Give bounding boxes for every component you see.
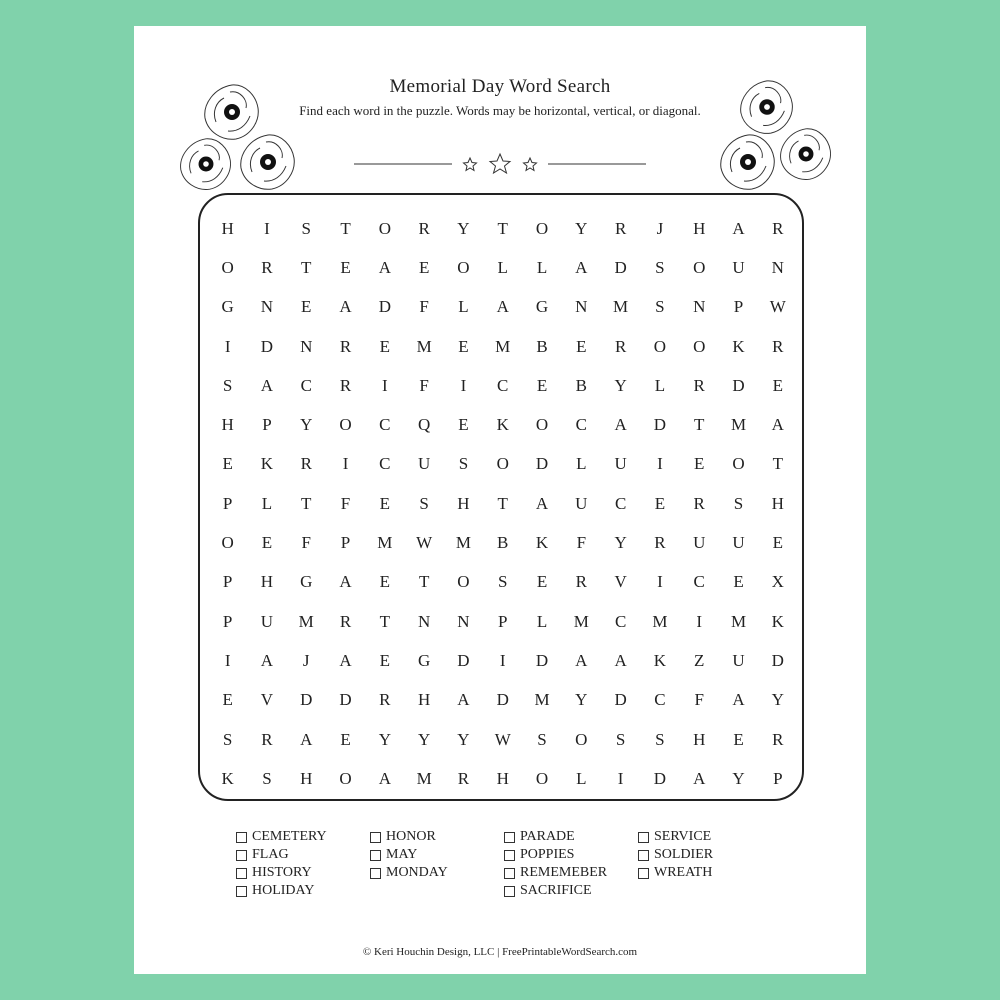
word-list-item[interactable] [638,846,713,864]
grid-letter[interactable]: P [340,533,351,553]
grid-letter[interactable]: S [222,729,233,749]
grid-letter[interactable]: R [654,533,666,553]
grid-letter[interactable]: H [221,218,234,238]
grid-letter[interactable]: K [535,533,549,553]
word-checkbox[interactable] [504,886,515,897]
grid-letter[interactable]: Y [614,533,627,553]
grid-letter[interactable]: Y [457,218,470,238]
grid-letter[interactable]: H [417,690,431,710]
grid-letter[interactable]: B [497,533,509,553]
word-checkbox[interactable] [504,850,515,861]
word-list-item[interactable] [638,828,713,846]
grid-letter[interactable]: U [575,493,588,513]
grid-letter[interactable]: H [693,218,706,238]
grid-letter[interactable]: R [339,611,352,631]
word-label: CEMETERY [252,829,327,844]
grid-letter[interactable]: S [537,729,547,749]
word-column [504,828,607,900]
grid-letter[interactable]: H [457,493,470,513]
grid-letter[interactable]: U [614,454,627,474]
grid-letter[interactable]: R [261,729,273,749]
word-label: HOLIDAY [252,883,315,898]
grid-letter[interactable]: D [732,375,745,395]
grid-letter[interactable]: D [496,690,509,710]
grid-letter[interactable]: G [535,297,549,317]
grid-letter[interactable]: A [732,218,745,238]
grid-letter[interactable]: T [497,493,508,513]
grid-letter[interactable]: R [457,768,470,788]
grid-letter[interactable]: A [457,690,470,710]
grid-letter[interactable]: M [455,533,471,553]
grid-letter[interactable]: E [458,415,469,435]
grid-letter[interactable]: U [693,533,706,553]
poppy-flower-icon [178,136,234,192]
grid-letter[interactable]: A [575,650,588,670]
grid-letter[interactable]: E [418,257,430,277]
grid-letter[interactable]: P [222,572,233,592]
word-column [638,828,713,882]
grid-letter[interactable]: D [614,257,627,277]
grid-letter[interactable]: L [497,257,508,277]
grid-letter[interactable]: T [340,218,351,238]
grid-letter[interactable]: P [262,415,272,435]
grid-letter[interactable]: Y [614,375,627,395]
grid-letter[interactable]: S [262,768,272,788]
puzzle-grid-frame [198,193,804,801]
grid-letter[interactable]: S [301,218,311,238]
grid-letter[interactable]: P [222,493,233,513]
footer-credit: © Keri Houchin Design, LLC | FreePrintableWordSearch.com [362,946,638,958]
letter-grid [208,209,797,798]
grid-letter[interactable]: C [614,611,627,631]
grid-letter[interactable]: Y [575,690,588,710]
grid-letter[interactable]: A [339,572,352,592]
grid-letter[interactable]: H [300,768,313,788]
grid-letter[interactable]: N [575,297,588,317]
word-label: MONDAY [386,865,448,880]
grid-letter[interactable]: E [536,572,548,592]
grid-letter[interactable]: Y [575,218,588,238]
word-checkbox[interactable] [370,832,381,843]
grid-letter[interactable]: D [653,415,667,435]
grid-letter[interactable]: E [379,650,391,670]
grid-letter[interactable]: M [416,768,432,788]
grid-letter[interactable]: C [654,690,666,710]
grid-letter[interactable]: T [772,454,783,474]
grid-letter[interactable]: P [733,297,744,317]
grid-letter[interactable]: I [617,768,624,788]
grid-letter[interactable]: D [300,690,313,710]
grid-letter[interactable]: R [339,336,352,356]
word-checkbox[interactable] [236,886,247,897]
grid-letter[interactable]: Q [417,415,431,435]
poppy-flower-icon [718,132,778,192]
grid-letter[interactable]: F [419,297,429,317]
grid-letter[interactable]: T [301,257,312,277]
grid-letter[interactable]: R [614,336,627,356]
grid-letter[interactable]: I [224,336,231,356]
word-list-item[interactable] [504,864,607,882]
grid-letter[interactable]: Y [771,690,784,710]
grid-letter[interactable]: A [339,650,352,670]
word-checkbox[interactable] [236,850,247,861]
poppy-flower-icon [238,132,298,192]
grid-letter[interactable]: H [260,572,274,592]
grid-letter[interactable]: A [378,257,391,277]
grid-letter[interactable]: A [535,493,549,513]
word-list-item[interactable] [504,828,607,846]
grid-letter[interactable]: D [339,690,352,710]
page-title: Memorial Day Word Search [389,76,611,97]
grid-letter[interactable]: Y [417,729,431,749]
grid-letter[interactable]: O [457,572,470,592]
word-list-item[interactable] [236,882,327,900]
grid-letter[interactable]: M [377,533,393,553]
grid-letter[interactable]: O [221,533,234,553]
grid-letter[interactable]: M [652,611,668,631]
word-checkbox[interactable] [370,850,381,861]
grid-letter[interactable]: R [379,690,391,710]
grid-letter[interactable]: C [379,454,391,474]
grid-letter[interactable]: Y [300,415,313,435]
grid-letter[interactable]: R [614,218,627,238]
grid-letter[interactable]: A [260,375,274,395]
grid-letter[interactable]: P [773,768,783,788]
grid-letter[interactable]: K [260,454,274,474]
grid-letter[interactable]: S [733,493,744,513]
word-label: WREATH [654,865,713,880]
grid-letter[interactable]: R [300,454,312,474]
word-checkbox[interactable] [236,832,247,843]
grid-letter[interactable]: P [497,611,508,631]
grid-letter[interactable]: U [417,454,431,474]
grid-letter[interactable]: D [260,336,274,356]
word-list-item[interactable] [236,828,327,846]
grid-letter[interactable]: S [497,572,508,592]
word-list-item[interactable] [236,846,327,864]
grid-letter[interactable]: S [222,375,233,395]
grid-letter[interactable]: T [418,572,430,592]
instructions-text: Find each word in the puzzle. Words may be horizontal, vertical, or diagonal. [299,103,701,118]
grid-letter[interactable]: M [534,690,550,710]
grid-letter[interactable]: F [576,533,587,553]
grid-letter[interactable]: E [301,297,312,317]
word-list-item[interactable] [370,846,448,864]
grid-letter[interactable]: W [494,729,511,749]
grid-letter[interactable]: D [535,650,549,670]
grid-letter[interactable]: L [458,297,469,317]
word-list [236,828,796,908]
grid-letter[interactable]: M [416,336,432,356]
grid-letter[interactable]: O [378,218,391,238]
grid-letter[interactable]: E [772,533,783,553]
grid-letter[interactable]: V [614,572,627,592]
grid-letter[interactable]: K [221,768,234,788]
grid-letter[interactable]: S [458,454,469,474]
star-divider [354,152,646,176]
grid-letter[interactable]: I [657,454,663,474]
grid-letter[interactable]: A [339,297,352,317]
word-label: MAY [386,847,418,862]
grid-letter[interactable]: H [496,768,509,788]
grid-letter[interactable]: X [771,572,784,592]
grid-letter[interactable]: L [576,454,587,474]
grid-letter[interactable]: A [732,690,745,710]
grid-letter[interactable]: B [536,336,548,356]
grid-letter[interactable]: E [654,493,666,513]
grid-letter[interactable]: N [260,297,274,317]
star-icon [490,154,510,173]
word-label: SOLDIER [654,847,714,862]
grid-letter[interactable]: I [224,650,231,670]
grid-letter[interactable]: N [417,611,431,631]
grid-letter[interactable]: I [342,454,349,474]
grid-letter[interactable]: O [339,415,352,435]
grid-letter[interactable]: V [260,690,274,710]
grid-letter[interactable]: E [733,572,744,592]
grid-letter[interactable]: G [221,297,234,317]
grid-letter[interactable]: Y [732,768,745,788]
grid-letter[interactable]: N [300,336,313,356]
grid-letter[interactable]: S [615,729,626,749]
grid-letter[interactable]: O [535,218,549,238]
grid-letter[interactable]: O [535,415,549,435]
grid-letter[interactable]: R [575,572,587,592]
grid-letter[interactable]: M [613,297,629,317]
grid-letter[interactable]: F [301,533,311,553]
grid-letter[interactable]: C [379,415,391,435]
grid-letter[interactable]: R [772,729,784,749]
grid-letter[interactable]: Z [694,650,705,670]
grid-letter[interactable]: A [575,257,588,277]
grid-letter[interactable]: S [419,493,429,513]
word-column [236,828,327,900]
grid-letter[interactable]: T [694,415,705,435]
word-checkbox[interactable] [370,868,381,879]
grid-letter[interactable]: E [536,375,548,395]
grid-letter[interactable]: E [379,336,391,356]
grid-letter[interactable]: Y [457,729,470,749]
grid-letter[interactable]: O [693,336,706,356]
grid-letter[interactable]: U [732,650,745,670]
grid-letter[interactable]: F [419,375,429,395]
grid-letter[interactable]: K [496,415,509,435]
grid-letter[interactable]: K [653,650,667,670]
grid-letter[interactable]: A [614,650,627,670]
grid-letter[interactable]: O [653,336,667,356]
word-list-item[interactable] [236,864,327,882]
grid-letter[interactable]: N [457,611,470,631]
grid-letter[interactable]: D [535,454,549,474]
grid-letter[interactable]: H [221,415,234,435]
grid-letter[interactable]: C [497,375,509,395]
grid-letter[interactable]: R [772,218,784,238]
grid-letter[interactable]: W [769,297,786,317]
word-label: PARADE [520,829,575,844]
grid-letter[interactable]: O [535,768,549,788]
grid-letter[interactable]: K [771,611,784,631]
grid-letter[interactable]: B [575,375,587,395]
grid-letter[interactable]: E [340,257,351,277]
grid-letter[interactable]: L [261,493,273,513]
grid-letter[interactable]: C [575,415,587,435]
grid-letter[interactable]: E [458,336,469,356]
word-label: HONOR [386,829,436,844]
grid-letter[interactable]: S [655,729,665,749]
grid-letter[interactable]: D [378,297,391,317]
grid-letter[interactable]: E [733,729,744,749]
grid-letter[interactable]: D [614,690,627,710]
word-list-item[interactable] [370,864,448,882]
grid-letter[interactable]: D [457,650,470,670]
grid-letter[interactable]: K [732,336,745,356]
grid-letter[interactable]: O [575,729,588,749]
word-list-item[interactable] [504,882,607,900]
grid-letter[interactable]: W [416,533,433,553]
grid-letter[interactable]: R [339,375,352,395]
grid-letter[interactable]: M [573,611,589,631]
grid-letter[interactable]: U [732,533,745,553]
grid-letter[interactable]: H [693,729,706,749]
grid-letter[interactable]: O [732,454,745,474]
grid-letter[interactable]: I [382,375,388,395]
grid-letter[interactable]: J [302,650,310,670]
grid-letter[interactable]: A [496,297,509,317]
grid-letter[interactable]: H [771,493,784,513]
grid-letter[interactable]: L [576,768,587,788]
grid-letter[interactable]: R [693,375,705,395]
grid-letter[interactable]: U [260,611,274,631]
word-label: SACRIFICE [520,883,592,898]
grid-letter[interactable]: T [379,611,391,631]
grid-letter[interactable]: S [655,257,665,277]
grid-letter[interactable]: J [656,218,664,238]
word-label: SERVICE [654,829,712,844]
grid-letter[interactable]: M [730,611,747,631]
word-column [370,828,448,882]
grid-letter[interactable]: N [693,297,706,317]
grid-letter[interactable]: P [222,611,233,631]
word-checkbox[interactable] [638,850,649,861]
grid-letter[interactable]: A [693,768,706,788]
grid-letter[interactable]: E [772,375,783,395]
grid-letter[interactable]: A [300,729,313,749]
grid-letter[interactable]: I [499,650,506,670]
word-checkbox[interactable] [504,832,515,843]
grid-letter[interactable]: S [655,297,665,317]
grid-letter[interactable]: A [378,768,391,788]
grid-letter[interactable]: C [300,375,312,395]
word-list-item[interactable] [638,864,713,882]
grid-letter[interactable]: E [694,454,705,474]
grid-letter[interactable]: A [771,415,784,435]
grid-letter[interactable]: M [495,336,511,356]
grid-letter[interactable]: L [536,257,548,277]
word-label: FLAG [252,847,289,862]
word-label: POPPIES [520,847,575,862]
grid-letter[interactable]: D [771,650,784,670]
grid-letter[interactable]: T [497,218,508,238]
grid-letter[interactable]: A [614,415,627,435]
grid-letter[interactable]: E [222,454,233,474]
grid-letter[interactable]: T [301,493,312,513]
word-checkbox[interactable] [236,868,247,879]
grid-letter[interactable]: G [300,572,313,592]
grid-letter[interactable]: I [696,611,703,631]
grid-letter[interactable]: O [457,257,470,277]
grid-letter[interactable]: E [379,572,391,592]
grid-letter[interactable]: C [693,572,705,592]
word-checkbox[interactable] [504,868,515,879]
word-list-item[interactable] [370,828,448,846]
grid-letter[interactable]: N [771,257,784,277]
grid-letter[interactable]: O [339,768,352,788]
grid-letter[interactable]: I [657,572,663,592]
grid-letter[interactable]: O [693,257,706,277]
grid-letter[interactable]: A [260,650,274,670]
grid-letter[interactable]: F [694,690,704,710]
grid-letter[interactable]: G [417,650,431,670]
word-checkbox[interactable] [638,868,649,879]
grid-letter[interactable]: D [653,768,667,788]
grid-letter[interactable]: L [654,375,666,395]
star-icon [524,158,537,171]
grid-letter[interactable]: R [418,218,430,238]
grid-letter[interactable]: E [379,493,391,513]
worksheet-page [134,26,866,974]
word-label: REMEMEBER [520,865,608,880]
grid-letter[interactable]: E [222,690,233,710]
grid-letter[interactable]: L [536,611,548,631]
word-checkbox[interactable] [638,832,649,843]
grid-letter[interactable]: M [730,415,747,435]
grid-letter[interactable]: E [340,729,351,749]
grid-letter[interactable]: M [298,611,314,631]
grid-letter[interactable]: F [340,493,351,513]
grid-letter[interactable]: I [264,218,270,238]
grid-letter[interactable]: C [614,493,627,513]
grid-letter[interactable]: R [693,493,705,513]
grid-letter[interactable]: Y [378,729,391,749]
poppy-flower-icon [778,126,834,182]
grid-letter[interactable]: E [261,533,273,553]
grid-letter[interactable]: R [772,336,784,356]
word-list-item[interactable] [504,846,607,864]
star-icon [464,158,477,171]
word-label: HISTORY [252,865,312,880]
grid-letter[interactable]: R [261,257,273,277]
grid-letter[interactable]: U [732,257,745,277]
grid-letter[interactable]: E [576,336,587,356]
grid-letter[interactable]: I [460,375,467,395]
grid-letter[interactable]: O [496,454,509,474]
grid-letter[interactable]: O [221,257,234,277]
